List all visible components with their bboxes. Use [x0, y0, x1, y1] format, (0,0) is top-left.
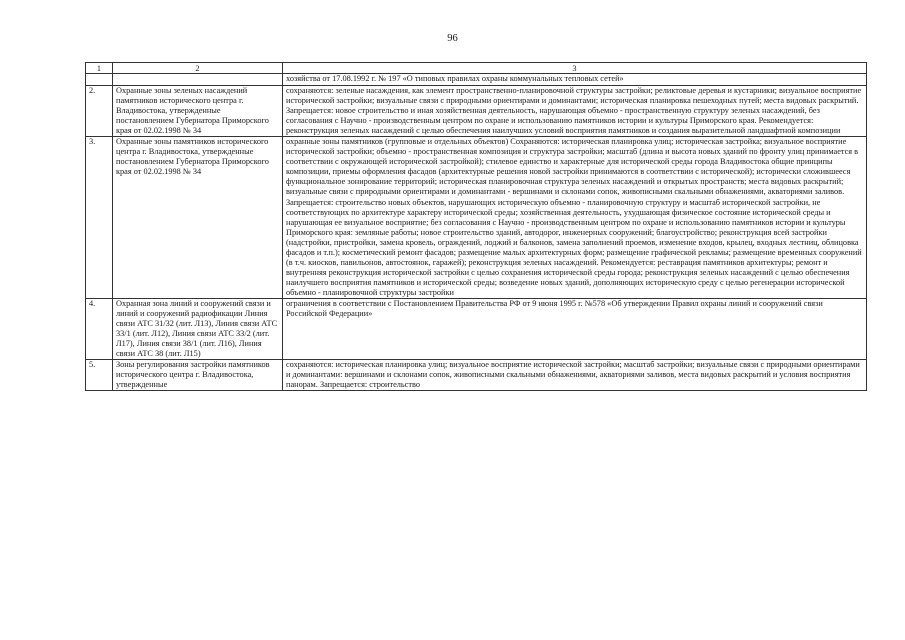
zone-name: Зоны регулирования застройки памятников исторического центра г. Владивостока, утвержденные [113, 360, 283, 391]
zone-regulations: сохраняются: зеленые насаждения, как элемент пространственно-планировочной структуры застройки; реликтовые деревья и кустарники; визуальное восприятие исторической застройки; визуальные связи с природными ориентирами и доминантами; историческая планировка пешеходных путей; места видовых раскрытий. Запрещается: новое строительство и иная хозяйственная деятельность, нарушающая объемно - пространственную структуру зеленых насаждений, без согласования с Научно - производственным центром по охране и использованию памятников истории и культуры Приморского края. Рекомендуется: реконструкция зеленых насаждений с целью обеспечения наилучших условий восприятия памятников и создания выразительной ландшафтной композиции [283, 86, 867, 137]
zone-regulations: ограничения в соответствии с Постановлением Правительства РФ от 9 июня 1995 г. №578 «Об утверждении Правил охраны линий и сооружений связи Российской Федерации» [283, 298, 867, 359]
table-row [86, 86, 867, 137]
header-col-1: 1 [86, 63, 113, 74]
zone-regulations: охранные зоны памятников (групповые и отдельных объектов) Сохраняются: историческая планировка улиц; историческая застройка; визуальное восприятие исторической застройки; объемно - пространственная композиция и структура застройки; масштаб (длина и высота новых зданий по фронту улиц принимается в соответствии с окружающей исторической застройкой); стилевое единство и характерные для исторической среды города Владивостока общие принципы композиции, приемы оформления фасадов (архитектурные решения новой застройки принимаются в соответствии с исторической); исторически сложившееся функциональное зонирование территорий; историческая планировочная структура зеленых насаждений и открытых пространств; места видовых раскрытий; визуальные связи с природными ориентирами и доминантами - вершинами и склонами сопок, живописными скальными обнажениями, акваториями заливов. Запрещается: строительство новых объектов, нарушающих историческую объемно - планировочную структуру и масштаб исторической застройки, не соответствующих по архитектуре характеру исторической среды; хозяйственная деятельность, ухудшающая физическое состояние исторической среды и нарушающая ее визуальное восприятие; без согласования с Научно - производственным центром по охране и использованию памятников истории и культуры Приморского края: земляные работы; новое строительство зданий, автодорог, инженерных сооружений; благоустройство; реконструкция всей застройки (надстройки, пристройки, замена кровель, ограждений, лоджий и балконов, замена заполнений проемов, изменение входов, крылец, входных лестниц, облицовка фасадов и т.п.); косметический ремонт фасадов; размещение малых архитектурных форм; размещение графической рекламы; размещение временных сооружений (в т.ч. киосков, павильонов, автостоянок, гаражей); реконструкция зеленых насаждений. Рекомендуется: реставрация памятников архитектуры; ремонт и внутренняя реконструкция исторической застройки с целью сохранения исторической среды города; реконструкция зеленых насаждений с целью обеспечения наилучшего восприятия памятников и исторической среды; возведение новых зданий, дополняющих историческую среду с целью регенерации исторической объемно - планировочной структуры застройки [283, 137, 867, 299]
table-row-continuation [86, 74, 867, 86]
table-row [86, 360, 867, 391]
restrictions-table [85, 62, 867, 391]
zone-name: Охранные зоны памятников исторического центра г. Владивостока, утвержденные постановлением Губернатора Приморского края от 02.02.1998 № 34 [113, 137, 283, 299]
continuation-text: хозяйства от 17.08.1992 г. № 197 «О типовых правилах охраны коммунальных тепловых сетей» [283, 74, 867, 86]
zone-name: Охранная зона линий и сооружений связи и линий и сооружений радиофикации Линия связи АТС 31/32 (лит. Л13), Линия связи АТС 33/1 (лит. Л12), Линия связи АТС 33/2 (лит. Л17), Линия связи 38/1 (лит. Л16), Линия связи АТС 38 (лит. Л15) [113, 298, 283, 359]
page-number: 96 [447, 33, 458, 44]
continuation-name-cell [113, 74, 283, 86]
header-col-2: 2 [113, 63, 283, 74]
table-row [86, 137, 867, 299]
row-number: 4. [86, 298, 113, 359]
table-header-row [86, 63, 867, 74]
zone-regulations: сохраняются: историческая планировка улиц; визуальное восприятие исторической застройки; масштаб застройки; визуальные связи с природными ориентирами и доминантами: вершинами и склонами сопок, живописными скальными обнажениями, акваториями заливов, места видовых раскрытий и условия восприятия панорам. Запрещается: строительство [283, 360, 867, 391]
header-col-3: 3 [283, 63, 867, 74]
continuation-num-cell [86, 74, 113, 86]
row-number: 5. [86, 360, 113, 391]
row-number: 3. [86, 137, 113, 299]
table-row [86, 298, 867, 359]
zone-name: Охранные зоны зеленых насаждений памятников исторического центра г. Владивостока, утвержденные постановлением Губернатора Приморского края от 02.02.1998 № 34 [113, 86, 283, 137]
row-number: 2. [86, 86, 113, 137]
